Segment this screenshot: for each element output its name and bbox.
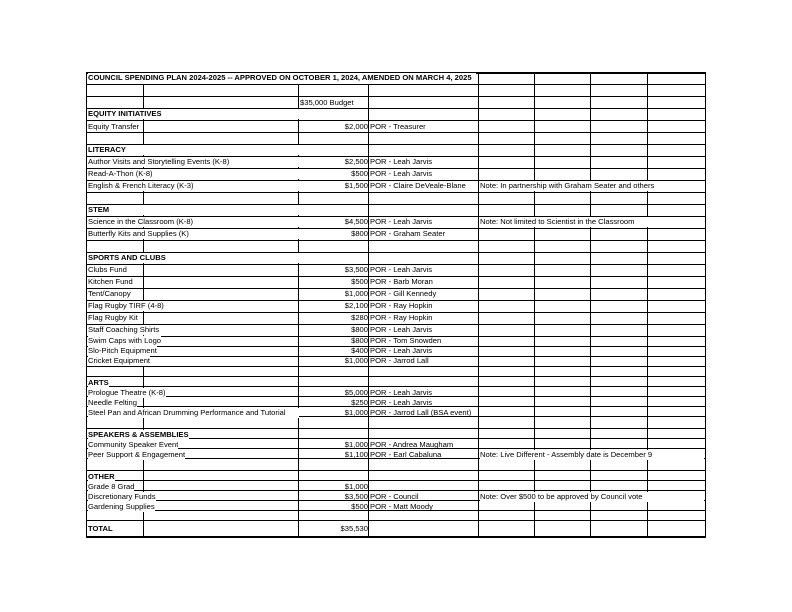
grid-col-line [590,72,591,537]
row-por: POR - Barb Moran [370,277,433,286]
row-item: Flag Rugby Kit [88,313,138,322]
row-por: POR - Graham Seater [370,229,446,238]
row-amount: $800 [351,336,368,345]
row-item: Discretionary Funds [88,492,156,501]
row-item: English & French Literacy (K-3) [88,181,299,191]
section-header-other: OTHER [88,472,115,481]
row-amount: $1,100 [344,450,368,459]
row-amount: $1,500 [344,181,368,190]
row-amount: $4,500 [344,217,368,226]
section-header-arts: ARTS [88,378,109,387]
row-item: Tent/Canopy [88,289,131,298]
row-por: POR - Council [370,492,419,501]
row-amount: $500 [351,169,368,178]
section-header-stem: STEM [88,205,299,215]
spending-plan-sheet [86,72,706,537]
grid-row-line [86,192,706,193]
grid-col-line [86,72,87,537]
row-item: Grade 8 Grad [88,482,135,491]
row-note: Note: In partnership with Graham Seater and others [480,181,704,191]
row-por: POR - Leah Jarvis [370,398,433,407]
row-por: POR - Leah Jarvis [370,157,433,166]
grid-row-line [86,96,706,97]
row-amount: $5,000 [344,388,368,397]
row-item: Science in the Classroom (K-8) [88,217,299,227]
row-item: Clubs Fund [88,265,127,274]
row-item: Needle Felting [88,398,137,407]
row-por: POR - Leah Jarvis [370,346,433,355]
row-amount: $2,000 [344,122,368,131]
total-amount: $35,530 [340,524,368,533]
grid-row-line [86,480,706,481]
row-amount: $280 [351,313,368,322]
row-item: Butterfly Kits and Supplies (K) [88,229,299,239]
row-item: Swim Caps with Logo [88,336,162,345]
row-item: Staff Coaching Shirts [88,325,160,334]
row-por: POR - Claire DeVeale-Blane [370,181,466,190]
row-por: POR - Treasurer [370,122,426,131]
row-amount: $1,000 [344,356,368,365]
row-amount: $500 [351,277,368,286]
row-note: Note: Live Different - Assembly date is December 9 [480,450,704,460]
section-header-equity: EQUITY INITIATIVES [88,109,299,119]
row-amount: $1,000 [344,440,368,449]
total-label: TOTAL [88,524,113,533]
row-item: Community Speaker Event [88,440,179,449]
section-header-literacy: LITERACY [88,145,299,155]
row-por: POR - Tom Snowden [370,336,442,345]
sheet-title: COUNCIL SPENDING PLAN 2024-2025 -- APPROVED ON OCTOBER 1, 2024, AMENDED ON MARCH 4, 2025 [88,73,476,83]
grid-col-line [647,72,648,537]
row-por: POR - Jarrod Lall (BSA event) [370,408,472,417]
grid-row-line [86,132,706,133]
grid-row-line [86,376,706,377]
row-por: POR - Ray Hopkin [370,301,433,310]
grid-row-line [86,490,706,491]
row-por: POR - Earl Cabaluna [370,450,442,459]
row-item: Prologue Theatre (K-8) [88,388,166,397]
budget-label: $35,000 Budget [300,98,354,107]
grid-col-line [478,72,479,537]
grid-row-line [86,240,706,241]
row-item: Gardening Supplies [88,502,155,511]
grid-row-line [86,366,706,367]
grid-row-line [86,520,706,521]
row-por: POR - Matt Moody [370,502,433,511]
grid-row-line [86,84,706,85]
row-por: POR - Jarrod Lall [370,356,429,365]
row-item: Cricket Equipment [88,356,151,365]
row-note: Note: Not limited to Scientist in the Classroom [480,217,704,227]
row-item: Kitchen Fund [88,277,133,286]
row-item: Peer Support & Engagement [88,450,186,459]
row-por: POR - Leah Jarvis [370,388,433,397]
row-por: POR - Leah Jarvis [370,217,433,226]
row-por: POR - Andrea Maugham [370,440,454,449]
row-item: Flag Rugby TIRF (4-8) [88,301,164,310]
grid-row-line [86,470,706,471]
row-amount: $3,500 [344,492,368,501]
row-item: Slo-Pitch Equipment [88,346,157,355]
grid-col-line [705,72,706,537]
row-item: Equity Transfer [88,122,140,131]
row-amount: $3,500 [344,265,368,274]
row-amount: $2,500 [344,157,368,166]
row-amount: $800 [351,229,368,238]
grid-row-line [86,536,706,538]
row-item: Steel Pan and African Drumming Performance and Tutorial [88,408,299,418]
grid-row-line [86,120,706,121]
row-por: POR - Ray Hopkin [370,313,433,322]
row-amount: $250 [351,398,368,407]
grid-row-line [86,428,706,429]
row-amount: $800 [351,325,368,334]
section-header-speakers: SPEAKERS & ASSEMBLIES [88,430,189,439]
row-item: Read-A-Thon (K-8) [88,169,299,179]
row-amount: $2,100 [344,301,368,310]
row-amount: $1,000 [344,482,368,491]
section-header-sports: SPORTS AND CLUBS [88,253,299,263]
row-por: POR - Leah Jarvis [370,265,433,274]
row-por: POR - Leah Jarvis [370,325,433,334]
row-amount: $400 [351,346,368,355]
row-amount: $1,000 [344,289,368,298]
row-item: Author Visits and Storytelling Events (K-8) [88,157,299,167]
row-por: POR - Leah Jarvis [370,169,433,178]
grid-col-line [534,72,535,537]
row-amount: $500 [351,502,368,511]
row-por: POR - Gill Kennedy [370,289,437,298]
row-amount: $1,000 [344,408,368,417]
grid-row-line [86,386,706,387]
row-note: Note: Over $500 to be approved by Council vote [480,492,704,502]
